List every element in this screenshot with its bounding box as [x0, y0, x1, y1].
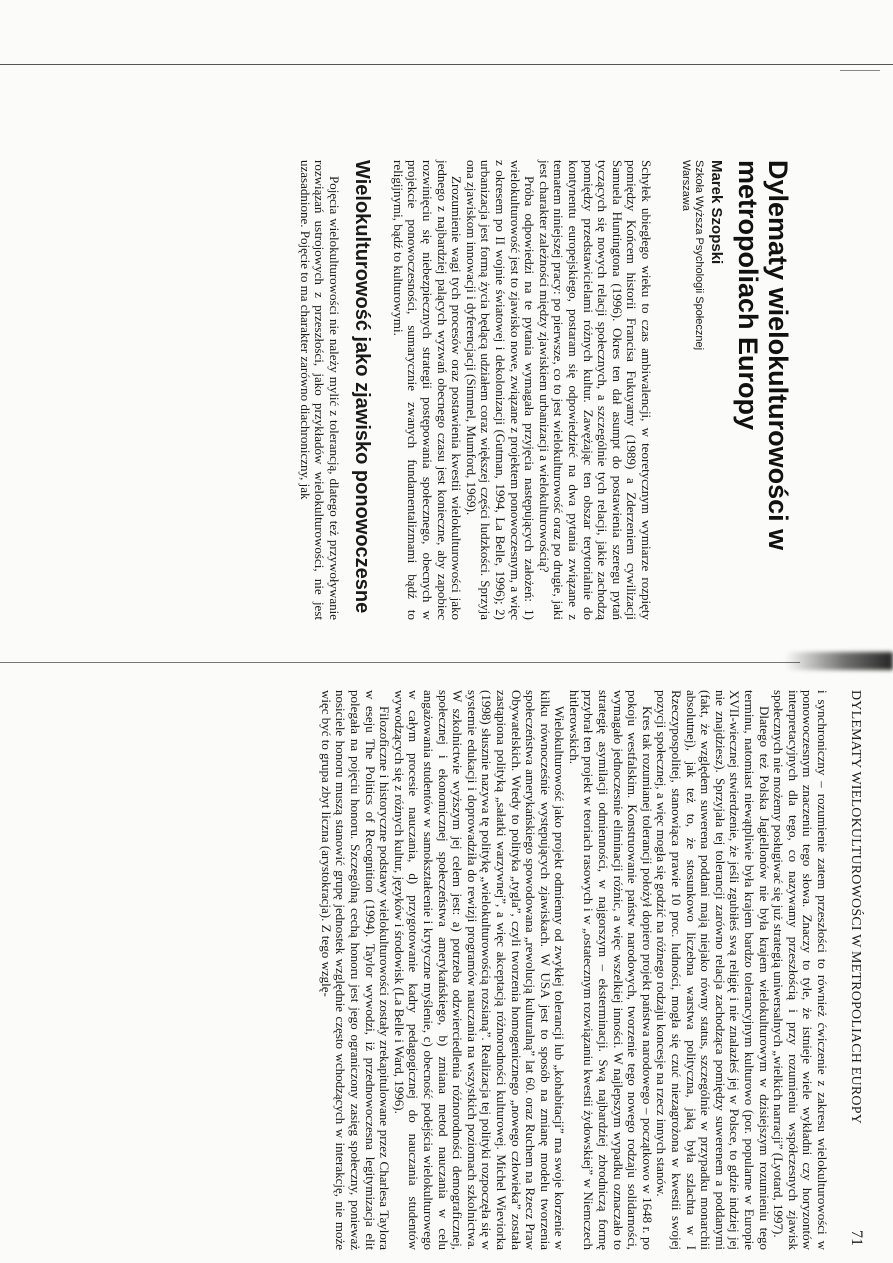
- author-affiliation: [679, 160, 705, 350]
- page-71-text: [318, 690, 829, 1250]
- section-paragraph: Pojęcia wielokulturowości nie należy mylić z tolerancją, dlatego też przywoływanie rozwiązań ustrojowych z przeszłości, jako przykładów wielokulturowości, nie jest uzasadnione. Pojęcie to ma charakter zarówno diachroniczny, jak: [297, 160, 342, 620]
- body-paragraph: i synchroniczny – rozumienie zatem przeszłości to również ćwiczenie z zakresu wielokulturowości w ponowoczesnym znaczeniu tego słowa. Znaczy to tyle, że istnieje wiele wykładni czy horyzontów interpretacyjnych dla tego, co nazywamy przeszłością i przy rozumieniu współczesnych zjawisk społecznych nie możemy posługiwać się już strategią uniwersalnych „wielkich narracji” (Lyotard, 1997).: [771, 690, 830, 1250]
- section-heading: Wielokulturowość jako zjawisko ponowoczesne: [351, 160, 373, 614]
- affiliation-city: Warszawa: [680, 160, 692, 211]
- article-title: Dylematy wielokulturowości w metropoliach Europy: [733, 160, 793, 551]
- page-number: 71: [848, 1230, 865, 1246]
- intro-paragraph: Schyłek ubiegłego wieku to czas ambiwalencji, w teoretycznym wymiarze rozpięty pomiędzy Końcem historii Francisa Fukuyamy (1989) a Zderzeniem cywilizacji Samuela Huntingtona (1996). Okres ten dał asumpt do postawienia szeregu pytań tyczących się nowych relacji społecznych, a szczególnie tych relacji, jakie zachodzą pomiędzy przedstawicielami różnych kultur. Zawężając ten obszar terytorialnie do kontynentu europejskiego, postaram się odpowiedzieć na dwa pytania związane z tematem niniejszej pracy: po pierwsze, co to jest wielokulturowość oraz po drugie, jaki jest charakter zależności między zjawiskiem urbanizacji a wielokulturowością?: [536, 160, 654, 620]
- body-paragraph: Kres tak rozumianej tolerancji położył dopiero projekt państwa narodowego – początkowo w 1648 r. po pokoju westfalskim. Konstruowanie państw narodowych, tworzenie tego nowego rodzaju solidarności, wymagało jednoczesnie eliminacji różnic, a więc wszelkiej inności. W najlepszym wypadku oznaczało to strategię asymilacji odmienności, w najgorszym – eksterminacji. Swą najbardziej zbrodniczą formę przybrał ten projekt w teoriach rasowych i w „ostatecznym rozwiązaniu kwestii żydowskiej” w Niemczech hitlerowskich.: [566, 690, 655, 1250]
- body-paragraph: Dlatego też Polska Jagiellonów nie była krajem wielokulturowym w dzisiejszym rozumieniu tego terminu, natomiast niewątpliwie była krajem bardzo tolerancyjnym kulturowo (por. popularne w Europie XVII-wiecznej stwierdzenie, że jeśli zgubiłeś swą religię i nie znalazłeś jej w Polsce, to gdzie indziej jej nie znajdziesz). Sprzyjała tej tolerancji zarówno relacja zachodząca pomiędzy suwerenem a poddanymi (fakt, że względem suwerena poddani mają niejako równy status, szczególnie w przypadku monarchii absolutnej), jak też to, że stosunkowo liczebna warstwa polityczna, jaką była szlachta w I Rzeczypospolitej, stanowiąca prawie 10 proc. ludności, mogła się czuć niezagrożona w kwestii swojej pozycji społecznej, a więc mogła się godzić na różnego rodzaju koncesje na rzecz innych stanów.: [654, 690, 772, 1250]
- intro-paragraph: Próba odpowiedzi na te pytania wymagała przyjęcia następujących założeń: 1) wielokulturowość jest to zjawisko nowe, związane z projektem ponowoczesnym, a więc z okresem po II wojnie światowej i dekolonizacji (Gutman, 1994, La Belle, 1996); 2) urbanizacja jest formą życia będącą udziałem coraz większej części ludzkości. Sprzyja ona zjawiskom innowacji i dyferencjacji (Simmel, Mumford, 1969).: [463, 160, 538, 620]
- running-head: DYLEMATY WIELOKULTUROWOŚCI W METROPOLIACH EUROPY: [848, 690, 863, 1125]
- intro-paragraph: Zrozumienie wagi tych procesów oraz postawienia kwestii wielokulturowości jako jednego z najbardziej palących wyzwań obecnego czasu jest konieczne, aby zapobiec rozwinięciu się niebezpiecznych strategii postępowania społecznego, obecnych w projekcie ponowoczesności, sumarycznie zwanych fundamentalizmami bądź to religijnymi, bądź to kulturowymi.: [390, 160, 465, 620]
- body-paragraph: Wielokulturowość jako projekt odmienny od zwykłej tolerancji lub „kohabitacji” ma swoje korzenie w kilku równocześnie występujących zjawiskach. W USA jest to sposób na zmianę modelu tworzenia społeczeństwa amerykańskiego spowodowana „rewolucją kulturalną” lat 60. oraz Ruchem na Rzecz Praw Obywatelskich. Wtedy to polityka „tygla”, czyli tworzenia homogenicznego „nowego człowieka” została zastąpiona polityką „sałatki warzywnej”, a więc akceptacją różnorodności kulturowej. Michel Wieviorka (1998) słusznie nazywa tę politykę „wielokulturowością rozsianą”. Realizacja tej polityki rozpoczęła się w systemie edukacji i doprowadziła do rewizji programów nauczania na wszystkich poziomach szkolnictwa. W szkolnictwie wyższym jej celem jest: a) potrzeba odzwierciedlenia różnorodności demograficznej, społecznej i ekonomicznej społeczeństwa amerykańskiego, b) zmiana metod nauczania w celu angażowania studentów w samokształcenie i krytyczne myślenie, c) obecność podejścia wielokulturowego w całym procesie nauczania, d) przygotowanie kadry pedagogicznej do nauczania studentów wywodzących się z różnych kultur, języków i środowisk (La Belle i Ward, 1996).: [391, 690, 568, 1250]
- intro-text: [390, 160, 653, 620]
- author-name: Marek Szopski: [708, 160, 725, 265]
- body-paragraph: Filozoficzne i historyczne podstawy wielokulturowości zostały zrekapitulowane przez Charlesa Taylora w eseju The Politics of Recognition (1994). Taylor wywodzi, iż przednowoczesna legitymizacja elit polegała na pojęciu honoru. Szczególną cechą honoru jest jego ograniczony zasięg społeczny, ponieważ nosiciele honoru muszą stanowić grupę jednostek względnie często wchodzących w interakcję, nie może więc być to grupa zbyt liczna (arystokracja). Z tego wzglę-: [318, 690, 393, 1250]
- affiliation-institution: Szkoła Wyższa Psychologii Społecznej: [693, 160, 705, 351]
- section-text: [297, 160, 341, 620]
- article-start-page: [0, 80, 893, 620]
- page-71: [0, 690, 893, 1250]
